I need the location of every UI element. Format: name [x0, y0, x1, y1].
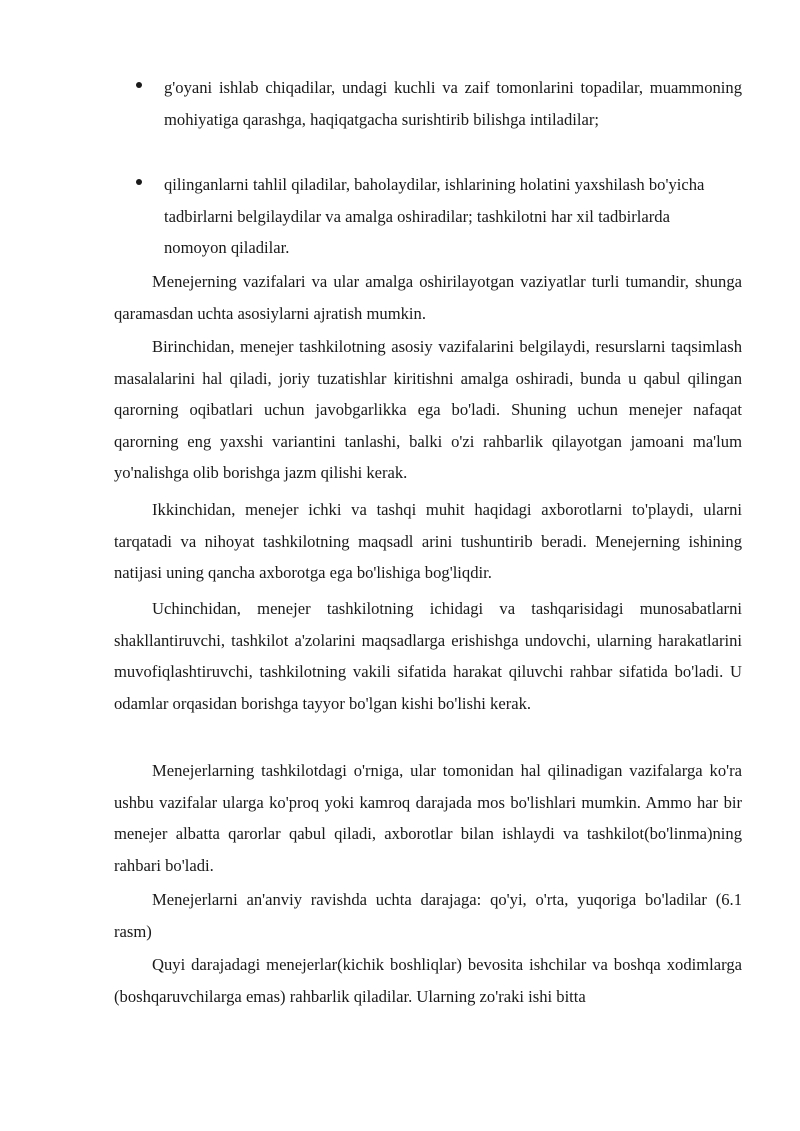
bullet-icon — [136, 179, 142, 185]
bullet-item — [114, 72, 742, 135]
bullet-item — [114, 169, 742, 264]
bullet-text: qilinganlarni tahlil qiladilar, baholaydilar, ishlarining holatini yaxshilash bo'yicha tadbirlarni belgilaydilar va amalga oshiradilar; tashkilotni har xil tadbirlarda nomoyon qiladilar. — [164, 175, 705, 258]
bullet-text: g'oyani ishlab chiqadilar, undagi kuchli va zaif tomonlarini topadilar, muammoning mohiyatiga qarashga, haqiqatgacha surishtirib bilishga intiladilar; — [164, 78, 742, 129]
paragraph: Menejerning vazifalari va ular amalga oshirilayotgan vaziyatlar turli tumandir, shunga qaramasdan uchta asosiylarni ajratish mumkin. — [114, 272, 742, 323]
bullet-icon — [136, 82, 142, 88]
paragraph: Ikkinchidan, menejer ichki va tashqi muhit haqidagi axborotlarni to'playdi, ularni tarqatadi va nihoyat tashkilotning maqsadl arini tushuntirib beradi. Menejerning ishining natijasi uning qancha axborotga ega bo'lishiga bog'liqdir. — [114, 500, 742, 583]
paragraph: Menejerlarni an'anviy ravishda uchta darajaga: qo'yi, o'rta, yuqoriga bo'ladilar (6.1 rasm) — [114, 890, 742, 941]
paragraph: Quyi darajadagi menejerlar(kichik boshliqlar) bevosita ishchilar va boshqa xodimlarga (boshqaruvchilarga emas) rahbarlik qiladilar. Ularning zo'raki ishi bitta — [114, 955, 742, 1006]
paragraph: Menejerlarning tashkilotdagi o'rniga, ular tomonidan hal qilinadigan vazifalarga ko'ra ushbu vazifalar ularga ko'proq yoki kamroq darajada mos bo'lishlari mumkin. Ammo har bir menejer albatta qarorlar qabul qiladi, axborotlar bilan ishlaydi va tashkilot(bo'linma)ning rahbari bo'ladi. — [114, 761, 742, 875]
paragraph: Uchinchidan, menejer tashkilotning ichidagi va tashqarisidagi munosabatlarni shakllantiruvchi, tashkilot a'zolarini maqsadlarga erishishga undovchi, ularning harakatlarini muvofiqlashtiruvchi, tashkilotning vakili sifatida harakat qiluvchi rahbar sifatida bo'ladi. U odamlar orqasidan borishga tayyor bo'lgan kishi bo'lishi kerak. — [114, 599, 742, 713]
paragraph: Birinchidan, menejer tashkilotning asosiy vazifalarini belgilaydi, resurslarni taqsimlash masalalarini hal qiladi, joriy tuzatishlar kiritishni amalga oshiradi, bunda u qabul qilingan qarorning oqibatlari uchun javobgarlikka ega bo'ladi. Shuning uchun menejer nafaqat qarorning eng yaxshi variantini tanlashi, balki o'zi rahbarlik qilayotgan jamoani ma'lum yo'nalishga olib borishga jazm qilishi kerak. — [114, 337, 742, 483]
